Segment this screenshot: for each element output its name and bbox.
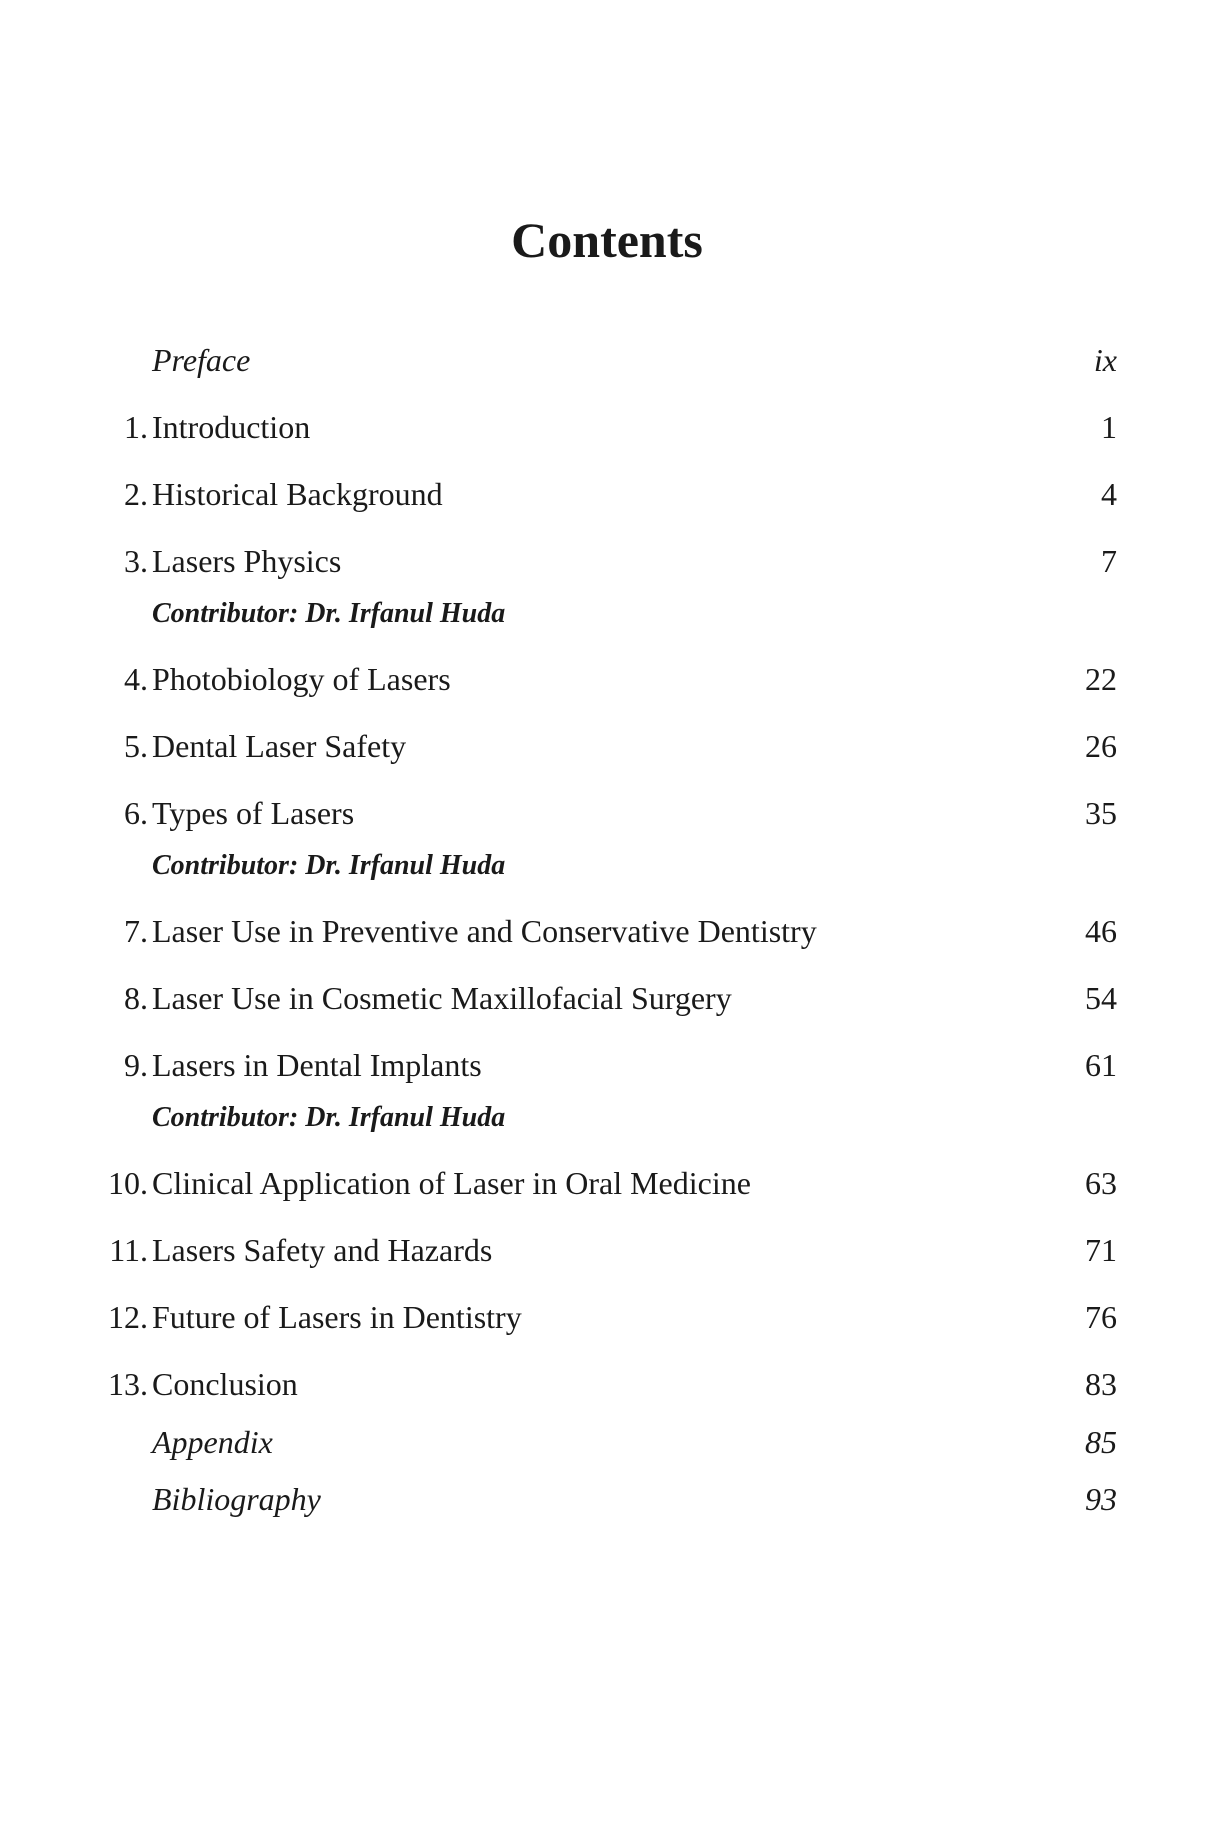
toc-entry-label: Lasers Safety and Hazards	[152, 1232, 493, 1268]
toc-entry-page: ix	[1093, 342, 1117, 378]
toc-entry-label: Future of Lasers in Dentistry	[152, 1299, 522, 1335]
toc-entry-label: Conclusion	[152, 1366, 298, 1402]
toc-entry-label: Introduction	[152, 409, 311, 445]
toc-entry-page: 22	[1085, 661, 1117, 697]
toc-entry-bibliography	[0, 1479, 1214, 1519]
toc-entry-label: Bibliography	[152, 1481, 321, 1517]
toc-entry-page: 46	[1085, 913, 1117, 949]
page-title: Contents	[511, 212, 703, 268]
toc-entry-12	[0, 1297, 1214, 1337]
toc-entry-label: Dental Laser Safety	[152, 728, 407, 764]
toc-entry-number: 4.	[124, 661, 148, 697]
toc-entry-3-contributor: Contributor: Dr. Irfanul Huda	[152, 598, 506, 629]
toc-entry-9-contributor: Contributor: Dr. Irfanul Huda	[152, 1102, 506, 1133]
toc-entry-label: Laser Use in Cosmetic Maxillofacial Surgery	[152, 980, 732, 1016]
toc-entry-6-contributor: Contributor: Dr. Irfanul Huda	[152, 850, 506, 881]
toc-entry-page: 76	[1085, 1299, 1117, 1335]
toc-entry-page: 61	[1085, 1047, 1117, 1083]
toc-entry-number: 7.	[124, 913, 148, 949]
toc-entry-page: 1	[1101, 409, 1117, 445]
toc-entry-1	[0, 407, 1214, 447]
toc-entry-label: Photobiology of Lasers	[152, 661, 451, 697]
toc-entry-page: 85	[1085, 1424, 1117, 1460]
toc-entry-page: 93	[1085, 1481, 1117, 1517]
toc-entry-13	[0, 1364, 1214, 1404]
toc-entry-number: 2.	[124, 476, 148, 512]
toc-entry-3	[0, 541, 1214, 581]
toc-entry-label: Laser Use in Preventive and Conservative Dentistry	[152, 913, 817, 949]
toc-entry-label: Clinical Application of Laser in Oral Medicine	[152, 1165, 751, 1201]
toc-entry-page: 4	[1101, 476, 1117, 512]
toc-entry-label: Preface	[152, 342, 251, 378]
toc-entry-number: 12.	[108, 1299, 148, 1335]
toc-entry-number: 10.	[108, 1165, 148, 1201]
toc-entry-label: Lasers in Dental Implants	[152, 1047, 482, 1083]
toc-entry-8	[0, 978, 1214, 1018]
toc-entry-number: 5.	[124, 728, 148, 764]
toc-entry-9	[0, 1045, 1214, 1085]
toc-entry-label: Appendix	[152, 1424, 273, 1460]
toc-entry-number: 6.	[124, 795, 148, 831]
toc-entry-11	[0, 1230, 1214, 1270]
toc-entry-2	[0, 474, 1214, 514]
toc-entry-page: 26	[1085, 728, 1117, 764]
toc-entry-preface	[0, 340, 1214, 380]
toc-entry-page: 54	[1085, 980, 1117, 1016]
toc-entry-label: Historical Background	[152, 476, 443, 512]
toc-entry-label: Lasers Physics	[152, 543, 342, 579]
toc-entry-number: 13.	[108, 1366, 148, 1402]
toc-entry-number: 3.	[124, 543, 148, 579]
toc-entry-number: 9.	[124, 1047, 148, 1083]
toc-entry-page: 83	[1085, 1366, 1117, 1402]
toc-entry-4	[0, 659, 1214, 699]
toc-entry-5	[0, 726, 1214, 766]
toc-entry-6	[0, 793, 1214, 833]
toc-entry-10	[0, 1163, 1214, 1203]
toc-entry-appendix	[0, 1422, 1214, 1462]
toc-entry-7	[0, 911, 1214, 951]
toc-entry-page: 63	[1085, 1165, 1117, 1201]
toc-entry-page: 35	[1085, 795, 1117, 831]
toc-entry-page: 7	[1101, 543, 1117, 579]
toc-entry-page: 71	[1085, 1232, 1117, 1268]
toc-entry-number: 11.	[109, 1232, 148, 1268]
toc-entry-label: Types of Lasers	[152, 795, 355, 831]
toc-entry-number: 8.	[124, 980, 148, 1016]
toc-entry-number: 1.	[124, 409, 148, 445]
